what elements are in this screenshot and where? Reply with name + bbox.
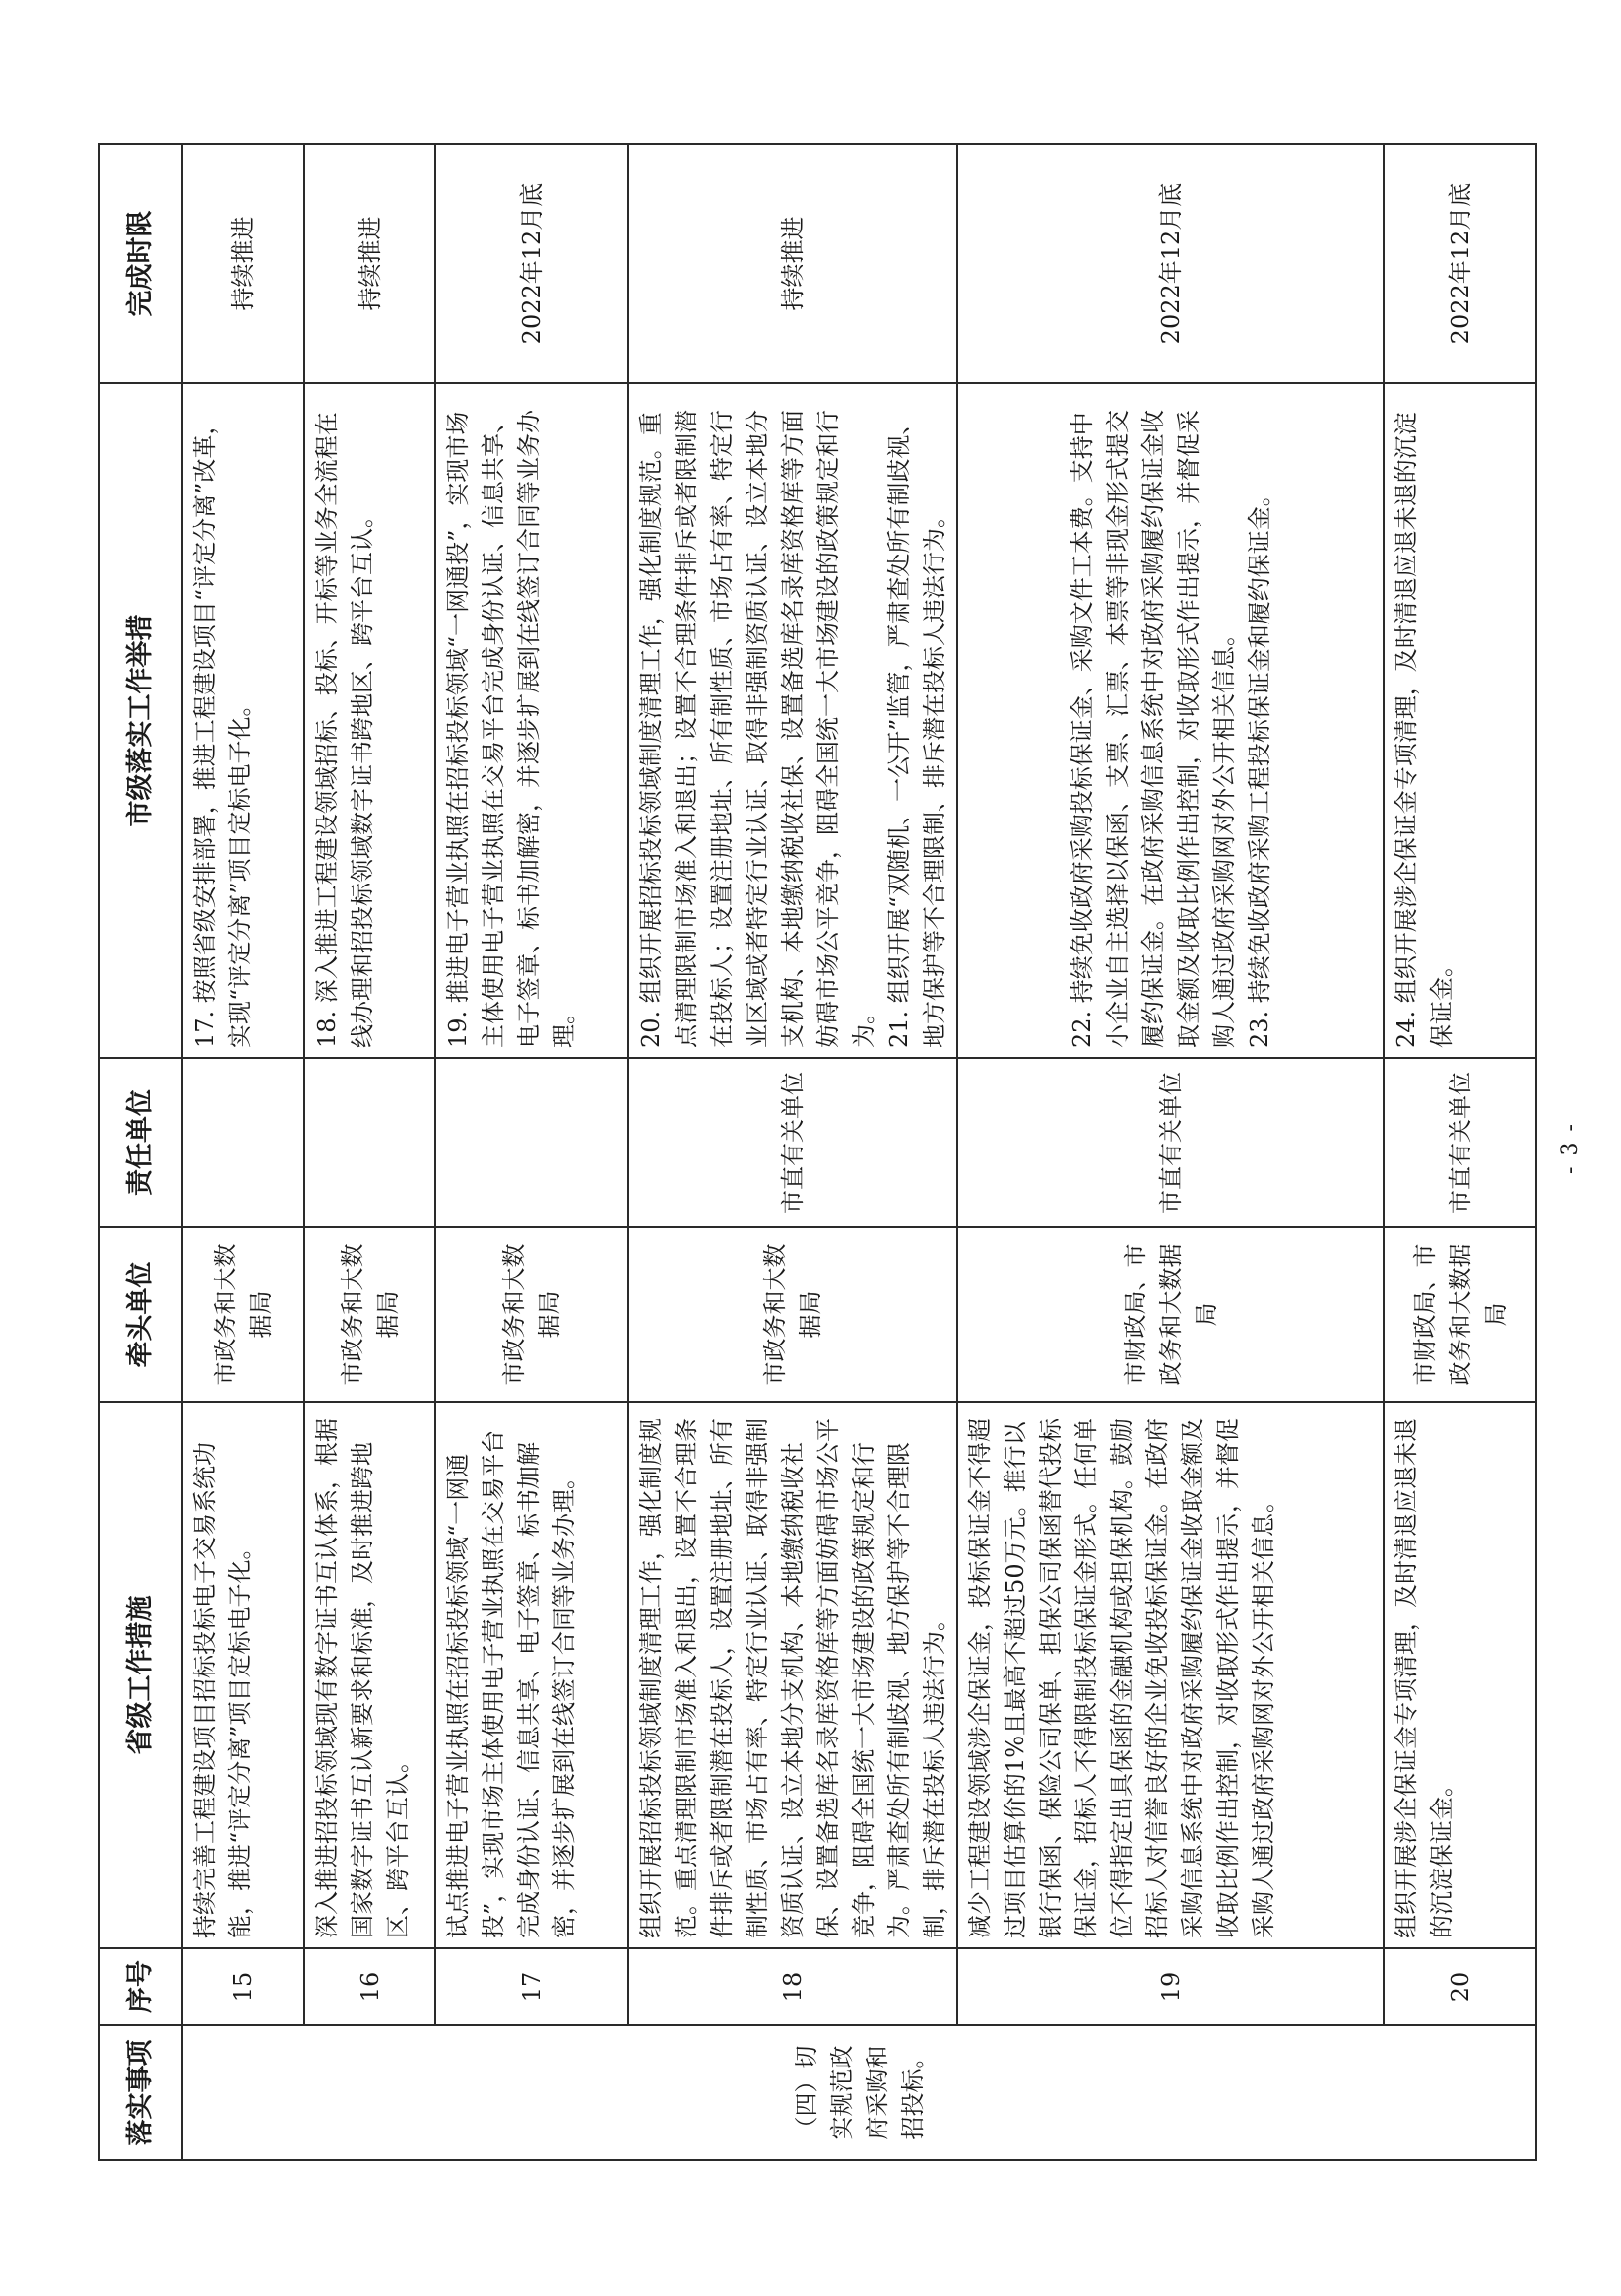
lead-unit: 市政务和大数据局	[182, 1227, 304, 1402]
row-number: 18	[628, 1948, 957, 2025]
row-number: 17	[435, 1948, 628, 2025]
city-measure: 24. 组织开展涉企保证金专项清理，及时清退应退未退的沉淀保证金。	[1384, 383, 1536, 1058]
responsible-unit	[182, 1058, 304, 1227]
table-row	[182, 144, 304, 2160]
table-row	[304, 144, 435, 2160]
measures-table	[98, 143, 1537, 2161]
header-provincial-measures: 省级工作措施	[99, 1402, 182, 1948]
responsible-unit	[304, 1058, 435, 1227]
city-measure: 17. 按照省级安排部署，推进工程建设项目“评定分离”改革，实现“评定分离”项目定标电子化。	[182, 383, 304, 1058]
responsible-unit: 市直有关单位	[1384, 1058, 1536, 1227]
city-measure: 18. 深入推进工程建设领域招标、投标、开标等业务全流程在线办理和招投标领域数字证书跨地区、跨平台互认。	[304, 383, 435, 1058]
deadline: 2022年12月底	[435, 144, 628, 383]
table-row	[628, 144, 957, 2160]
lead-unit: 市政务和大数据局	[628, 1227, 957, 1402]
page-number: - 3 -	[1558, 1122, 1583, 1174]
deadline: 持续推进	[628, 144, 957, 383]
deadline: 2022年12月底	[1384, 144, 1536, 383]
provincial-measure: 组织开展招标投标领域制度清理工作，强化制度规范。重点清理限制市场准入和退出，设置不合理条件排斥或者限制潜在投标人，设置注册地址、所有制性质、市场占有率、特定行业认证、取得非强制资质认证、设立本地分支机构、本地缴纳税收社保、设置备选库名录库资格库等方面妨碍市场公平竞争，阻碍全国统一大市场建设的政策规定和行为。严肃查处所有制歧视、地方保护等不合理限制，排斥潜在投标人违法行为。	[628, 1402, 957, 1948]
table-row	[435, 144, 628, 2160]
city-measure: 22. 持续免收政府采购投标保证金、采购文件工本费。支持中小企业自主选择以保函、支票、汇票、本票等非现金形式提交履约保证金。在政府采购信息系统中对政府采购履约保证金收取金额及收取比例作出控制，对收取形式作出提示，并督促采购人通过政府采购网对外公开相关信息。 23. 持续免收政府采购工程投标保证金和履约保证金。	[957, 383, 1384, 1058]
row-number: 19	[957, 1948, 1384, 2025]
lead-unit: 市财政局、市政务和大数据局	[957, 1227, 1384, 1402]
city-measure: 19. 推进电子营业执照在招标投标领域“一网通投”，实现市场主体使用电子营业执照在交易平台完成身份认证、信息共享、电子签章、标书加解密，并逐步扩展到在线签订合同等业务办理。	[435, 383, 628, 1058]
table-row	[957, 144, 1384, 2160]
responsible-unit	[435, 1058, 628, 1227]
provincial-measure: 组织开展涉企保证金专项清理，及时清退应退未退的沉淀保证金。	[1384, 1402, 1536, 1948]
table-header-row	[99, 144, 182, 2160]
header-matter: 落实事项	[99, 2025, 182, 2160]
responsible-unit: 市直有关单位	[957, 1058, 1384, 1227]
row-number: 15	[182, 1948, 304, 2025]
deadline: 持续推进	[304, 144, 435, 383]
lead-unit: 市政务和大数据局	[435, 1227, 628, 1402]
provincial-measure: 减少工程建设领域涉企保证金，投标保证金不得超过项目估算价的1%且最高不超过50万元。推行以银行保函、保险公司保单、担保公司保函替代投标保证金，招标人不得限制投标保证金形式。任何单位不得指定出具保函的金融机构或担保机构。鼓励招标人对信誉良好的企业免收投标保证金。在政府采购信息系统中对政府采购履约保证金收取金额及收取比例作出控制，对收取形式作出提示，并督促采购人通过政府采购网对外公开相关信息。	[957, 1402, 1384, 1948]
provincial-measure: 试点推进电子营业执照在招标投标领域“一网通投”，实现市场主体使用电子营业执照在交易平台完成身份认证、信息共享、电子签章、标书加解密，并逐步扩展到在线签订合同等业务办理。	[435, 1402, 628, 1948]
header-lead-unit: 牵头单位	[99, 1227, 182, 1402]
deadline: 2022年12月底	[957, 144, 1384, 383]
header-city-measures: 市级落实工作举措	[99, 383, 182, 1058]
provincial-measure: 持续完善工程建设项目招标投标电子交易系统功能，推进“评定分离”项目定标电子化。	[182, 1402, 304, 1948]
deadline: 持续推进	[182, 144, 304, 383]
matter-cell: （四）切实规范政府采购和招投标。	[182, 2025, 1536, 2160]
table-row	[1384, 144, 1536, 2160]
city-measure: 20. 组织开展招标投标领域制度清理工作，强化制度规范。重点清理限制市场准入和退出；设置不合理条件排斥或者限制潜在投标人；设置注册地址、所有制性质、市场占有率、特定行业区域或者特定行业认证、取得非强制资质认证、设立本地分支机构、本地缴纳税收社保、设置备选库名录库资格库等方面妨碍市场公平竞争，阻碍全国统一大市场建设的政策规定和行为。 21. 组织开展“双随机、一公开”监管，严肃查处所有制歧视、地方保护等不合理限制、排斥潜在投标人违法行为。	[628, 383, 957, 1058]
row-number: 16	[304, 1948, 435, 2025]
header-responsible-unit: 责任单位	[99, 1058, 182, 1227]
provincial-measure: 深入推进招投标领域现有数字证书互认体系，根据国家数字证书互认新要求和标准，及时推进跨地区、跨平台互认。	[304, 1402, 435, 1948]
header-deadline: 完成时限	[99, 144, 182, 383]
row-number: 20	[1384, 1948, 1536, 2025]
header-no: 序号	[99, 1948, 182, 2025]
lead-unit: 市财政局、市政务和大数据局	[1384, 1227, 1536, 1402]
lead-unit: 市政务和大数据局	[304, 1227, 435, 1402]
responsible-unit: 市直有关单位	[628, 1058, 957, 1227]
